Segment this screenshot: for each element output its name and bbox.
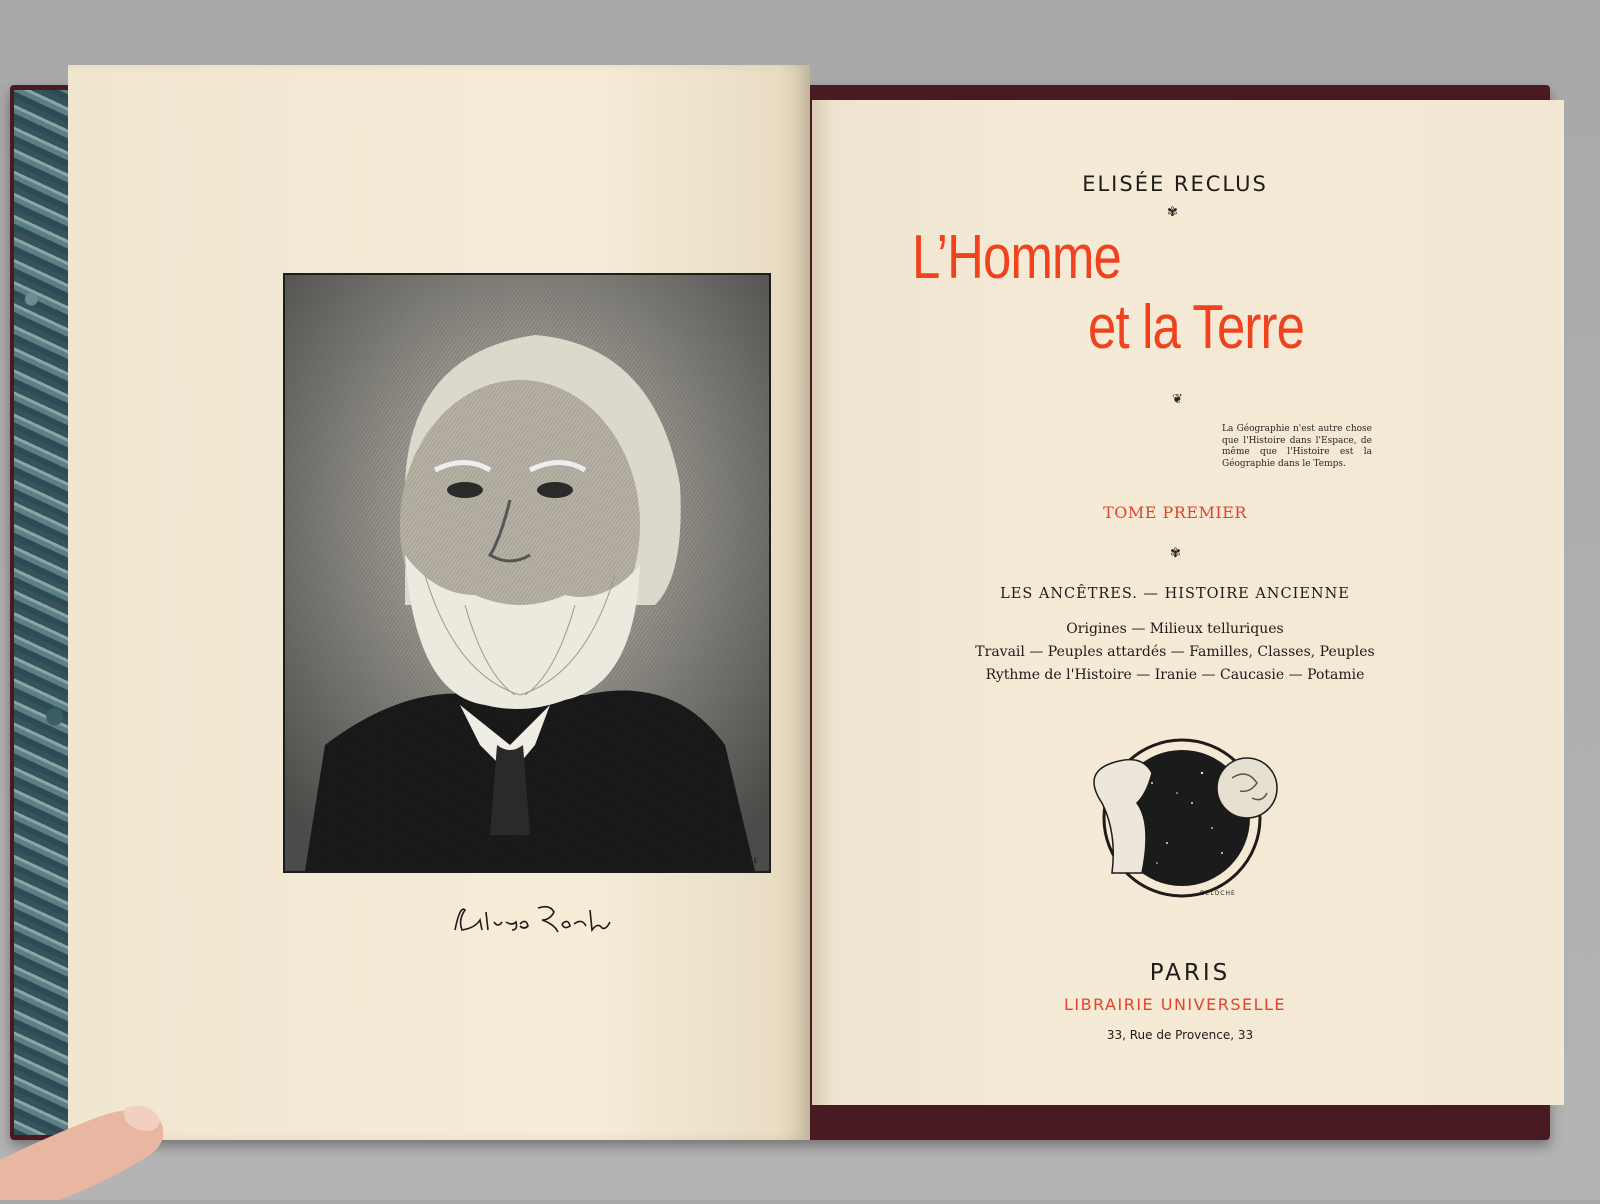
author-name: ELISÉE RECLUS (1082, 172, 1268, 196)
small-ornament-icon: ❦ (1172, 392, 1183, 407)
globe-vignette-illustration (1072, 733, 1292, 907)
fleuron-ornament-icon: ✾ (1167, 205, 1178, 220)
signature-handwriting (450, 900, 620, 940)
book-title-line2: et la Terre (1088, 293, 1305, 362)
portrait-illustration (285, 275, 769, 871)
contents-line: Travail — Peuples attardés — Familles, Classes, Peuples (975, 644, 1375, 660)
holding-thumb (0, 1060, 175, 1200)
publisher-address: 33, Rue de Provence, 33 (1106, 1028, 1254, 1042)
fleuron-ornament-icon: ✾ (1170, 546, 1181, 561)
epigraph: La Géographie n'est autre chose que l'Histoire dans l'Espace, de même que l'Histoire est la Géographie dans le Temps. (1222, 424, 1372, 469)
portrait-engraver-mark: DELOCHE (718, 857, 759, 865)
signature (450, 900, 620, 944)
vignette-engraver-mark: DELOCHE (1200, 890, 1236, 897)
volume-label: TOME PREMIER (1103, 503, 1247, 522)
volume-subtitle: LES ANCÊTRES. — HISTOIRE ANCIENNE (1000, 586, 1350, 602)
contents-line: Rythme de l'Histoire — Iranie — Caucasie — Potamie (985, 667, 1365, 683)
marbled-endpaper (14, 90, 72, 1135)
portrait-engraving (283, 273, 771, 873)
book-title-line1: L’Homme (912, 223, 1121, 292)
contents-line: Origines — Milieux telluriques (1066, 621, 1284, 637)
imprint-city: PARIS (1149, 960, 1231, 986)
publisher-name: LIBRAIRIE UNIVERSELLE (1063, 995, 1287, 1014)
